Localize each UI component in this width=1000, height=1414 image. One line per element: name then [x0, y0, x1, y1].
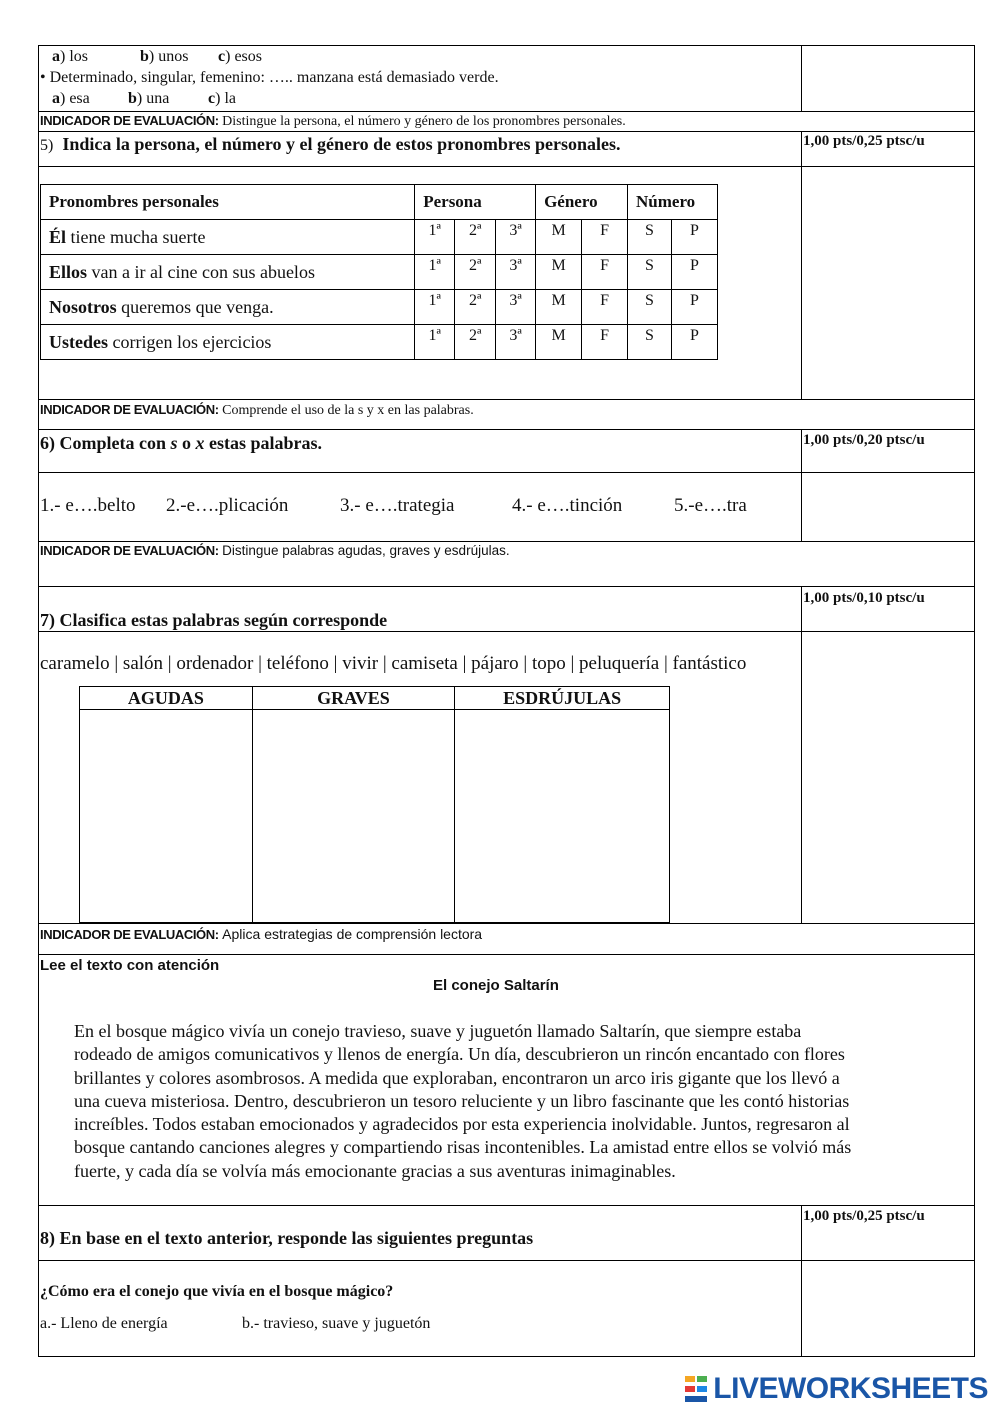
header-esdrujulas: ESDRÚJULAS: [455, 687, 670, 710]
pronoun-table: [40, 184, 718, 360]
q8-title: [40, 1228, 533, 1249]
liveworksheets-wordmark: LIVEWORKSHEETS: [713, 1372, 988, 1405]
option-masculine[interactable]: M: [536, 290, 582, 325]
option-plural[interactable]: P: [671, 325, 717, 360]
option-3rd[interactable]: 3ª: [496, 325, 536, 360]
option-feminine[interactable]: F: [582, 220, 628, 255]
q4-opt-c2: la: [224, 90, 236, 107]
liveworksheets-icon: [685, 1376, 709, 1402]
indicator-label: INDICADOR DE EVALUACIÓN:: [40, 543, 219, 558]
q6-word-1[interactable]: 1.- e….belto: [40, 495, 136, 516]
q8-title-text: En base en el texto anterior, responde las siguientes preguntas: [59, 1228, 534, 1248]
option-feminine[interactable]: F: [582, 255, 628, 290]
option-plural[interactable]: P: [671, 255, 717, 290]
header-graves: GRAVES: [252, 687, 455, 710]
q6-word-4[interactable]: 4.- e….tinción: [512, 495, 623, 516]
pronoun-sentence: Ellos van a ir al cine con sus abuelos: [41, 255, 415, 290]
header-persona: Persona: [415, 185, 536, 220]
header-numero: Número: [628, 185, 718, 220]
pronoun-row: [41, 255, 718, 290]
agudas-answer-cell[interactable]: [80, 710, 253, 923]
option-feminine[interactable]: F: [582, 325, 628, 360]
option-masculine[interactable]: M: [536, 220, 582, 255]
reading-line: bosque cantando canciones alegres y compartiendo risas incontenibles. La amistad entre ellos se volvió más: [74, 1137, 852, 1158]
option-1st[interactable]: 1ª: [415, 255, 455, 290]
option-singular[interactable]: S: [628, 220, 672, 255]
pronoun-row: [41, 290, 718, 325]
indicator-text: Comprende el uso de la s y x en las palabras.: [222, 403, 474, 418]
q4-options-first: a) los b) unos c) esos: [52, 48, 262, 65]
reading-text: [74, 1020, 851, 1183]
option-2nd[interactable]: 2ª: [455, 255, 496, 290]
header-agudas: AGUDAS: [80, 687, 253, 710]
q4-opt-b2: una: [146, 90, 170, 107]
esdrujulas-answer-cell[interactable]: [455, 710, 670, 923]
q8-option-b[interactable]: b.- travieso, suave y juguetón: [242, 1315, 431, 1332]
indicator-1: [40, 113, 626, 130]
indicator-label: INDICADOR DE EVALUACIÓN:: [40, 927, 219, 942]
reading-line: En el bosque mágico vivía un conejo travieso, suave y juguetón llamado Saltarín, que siempre estaba: [74, 1021, 802, 1041]
q4-options-second: a) esa b) una c) la: [52, 90, 236, 107]
pronoun-sentence: Él tiene mucha suerte: [41, 220, 415, 255]
option-1st[interactable]: 1ª: [415, 290, 455, 325]
q4-opt-c1: esos: [234, 48, 262, 65]
header-pronouns: Pronombres personales: [41, 185, 415, 220]
reading-instruction: Lee el texto con atención: [40, 957, 220, 974]
indicator-label: INDICADOR DE EVALUACIÓN:: [40, 402, 219, 417]
liveworksheets-logo: [685, 1372, 988, 1406]
option-feminine[interactable]: F: [582, 290, 628, 325]
option-3rd[interactable]: 3ª: [496, 220, 536, 255]
indicator-text: Distingue la persona, el número y género de los pronombres personales.: [222, 114, 626, 129]
indicator-3: [40, 543, 510, 560]
option-plural[interactable]: P: [671, 220, 717, 255]
option-masculine[interactable]: M: [536, 255, 582, 290]
option-singular[interactable]: S: [628, 290, 672, 325]
pronoun-row: [41, 325, 718, 360]
reading-line: increíbles. Todos estaban emocionados y agradecidos por esta experiencia inolvidable. Juntos, regresaron al: [74, 1114, 850, 1135]
option-2nd[interactable]: 2ª: [455, 220, 496, 255]
q4-opt-a2: esa: [69, 90, 90, 107]
q5-points: 1,00 pts/0,25 ptsc/u: [803, 133, 925, 149]
classification-table: [79, 686, 670, 923]
reading-line: brillantes y colores asombrosos. A medida que exploraban, encontraron un arco iris gigante que los llevó a: [74, 1067, 840, 1088]
pronoun-table-header: [41, 185, 718, 220]
option-2nd[interactable]: 2ª: [455, 290, 496, 325]
reading-title: El conejo Saltarín: [433, 977, 559, 994]
option-singular[interactable]: S: [628, 325, 672, 360]
reading-line: rodeado de amigos comunicativos y llenos de energía. Un día, descubrieron un rincón encantado con flores: [74, 1044, 845, 1065]
q8-option-a[interactable]: a.- Lleno de energía: [40, 1315, 168, 1332]
pronoun-sentence: Ustedes corrigen los ejercicios: [41, 325, 415, 360]
option-3rd[interactable]: 3ª: [496, 255, 536, 290]
letter-s: s: [170, 433, 178, 453]
q4-opt-a1: los: [69, 48, 88, 65]
q5-number: 5): [40, 137, 54, 154]
q6-word-2[interactable]: 2.-e….plicación: [166, 495, 289, 516]
q7-points: 1,00 pts/0,10 ptsc/u: [803, 590, 925, 606]
indicator-label: INDICADOR DE EVALUACIÓN:: [40, 113, 219, 128]
q4-second-prompt: • Determinado, singular, femenino: ….. manzana está demasiado verde.: [40, 69, 499, 86]
reading-line: una cueva misteriosa. Dentro, descubrieron un tesoro reluciente y un libro fascinante que les contó historias: [74, 1090, 850, 1111]
q6-title: 6) Completa con s o x estas palabras.: [40, 433, 323, 453]
q6-points: 1,00 pts/0,20 ptsc/u: [803, 432, 925, 448]
indicator-4: [40, 926, 482, 944]
q6-word-3[interactable]: 3.- e….trategia: [340, 495, 455, 516]
option-1st[interactable]: 1ª: [415, 325, 455, 360]
q8-number: 8): [40, 1228, 55, 1248]
q7-word-list: caramelo | salón | ordenador | teléfono | vivir | camiseta | pájaro | topo | peluquería | fantástico: [40, 653, 747, 674]
q6-number: 6): [40, 433, 55, 453]
header-genero: Género: [536, 185, 628, 220]
q7-title-text: Clasifica estas palabras según corresponde: [59, 610, 388, 630]
option-3rd[interactable]: 3ª: [496, 290, 536, 325]
q5-title-text: Indica la persona, el número y el género de estos pronombres personales.: [62, 134, 621, 154]
option-singular[interactable]: S: [628, 255, 672, 290]
q7-number: 7): [40, 610, 55, 630]
q6-word-5[interactable]: 5.-e….tra: [674, 495, 747, 516]
indicator-text: Distingue palabras agudas, graves y esdrújulas.: [222, 543, 510, 558]
q8-question: ¿Cómo era el conejo que vivía en el bosque mágico?: [40, 1283, 394, 1300]
option-plural[interactable]: P: [671, 290, 717, 325]
reading-line: fuerte, y cada día se volvía más emocionante gracias a sus aventuras inimaginables.: [74, 1160, 676, 1181]
q8-points: 1,00 pts/0,25 ptsc/u: [803, 1208, 925, 1224]
letter-x: x: [195, 433, 205, 453]
q5-title: [40, 134, 621, 155]
indicator-2: [40, 402, 474, 419]
q7-title: [40, 610, 387, 631]
option-2nd[interactable]: 2ª: [455, 325, 496, 360]
graves-answer-cell[interactable]: [252, 710, 455, 923]
option-1st[interactable]: 1ª: [415, 220, 455, 255]
pronoun-row: [41, 220, 718, 255]
q4-opt-b1: unos: [158, 48, 189, 65]
indicator-text: Aplica estrategias de comprensión lectora: [222, 926, 483, 942]
option-masculine[interactable]: M: [536, 325, 582, 360]
pronoun-sentence: Nosotros queremos que venga.: [41, 290, 415, 325]
